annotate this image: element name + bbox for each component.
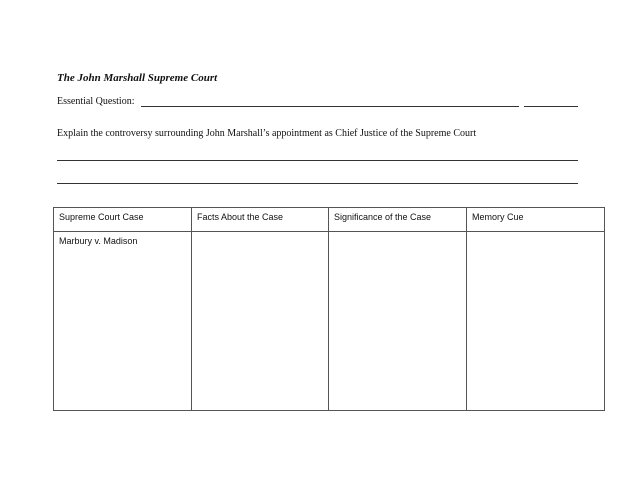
answer-line-2 [57,183,578,184]
header-supreme-court-case: Supreme Court Case [54,208,192,232]
answer-line-1 [57,160,578,161]
table-row [54,232,605,411]
essential-question-answer-line [141,106,519,107]
table-header-row [54,208,605,232]
header-significance-of-case: Significance of the Case [329,208,467,232]
facts-cell [192,232,329,411]
header-facts-about-case: Facts About the Case [192,208,329,232]
worksheet-title: The John Marshall Supreme Court [57,72,218,84]
case-table [53,207,605,411]
memory-cue-cell [467,232,605,411]
essential-question-label: Essential Question: [57,96,135,107]
significance-cell [329,232,467,411]
essential-question-answer-line-end [524,106,578,107]
header-memory-cue: Memory Cue [467,208,605,232]
case-name-cell: Marbury v. Madison [54,232,192,411]
explain-prompt: Explain the controversy surrounding John Marshall’s appointment as Chief Justice of the Supreme Court [57,128,477,139]
